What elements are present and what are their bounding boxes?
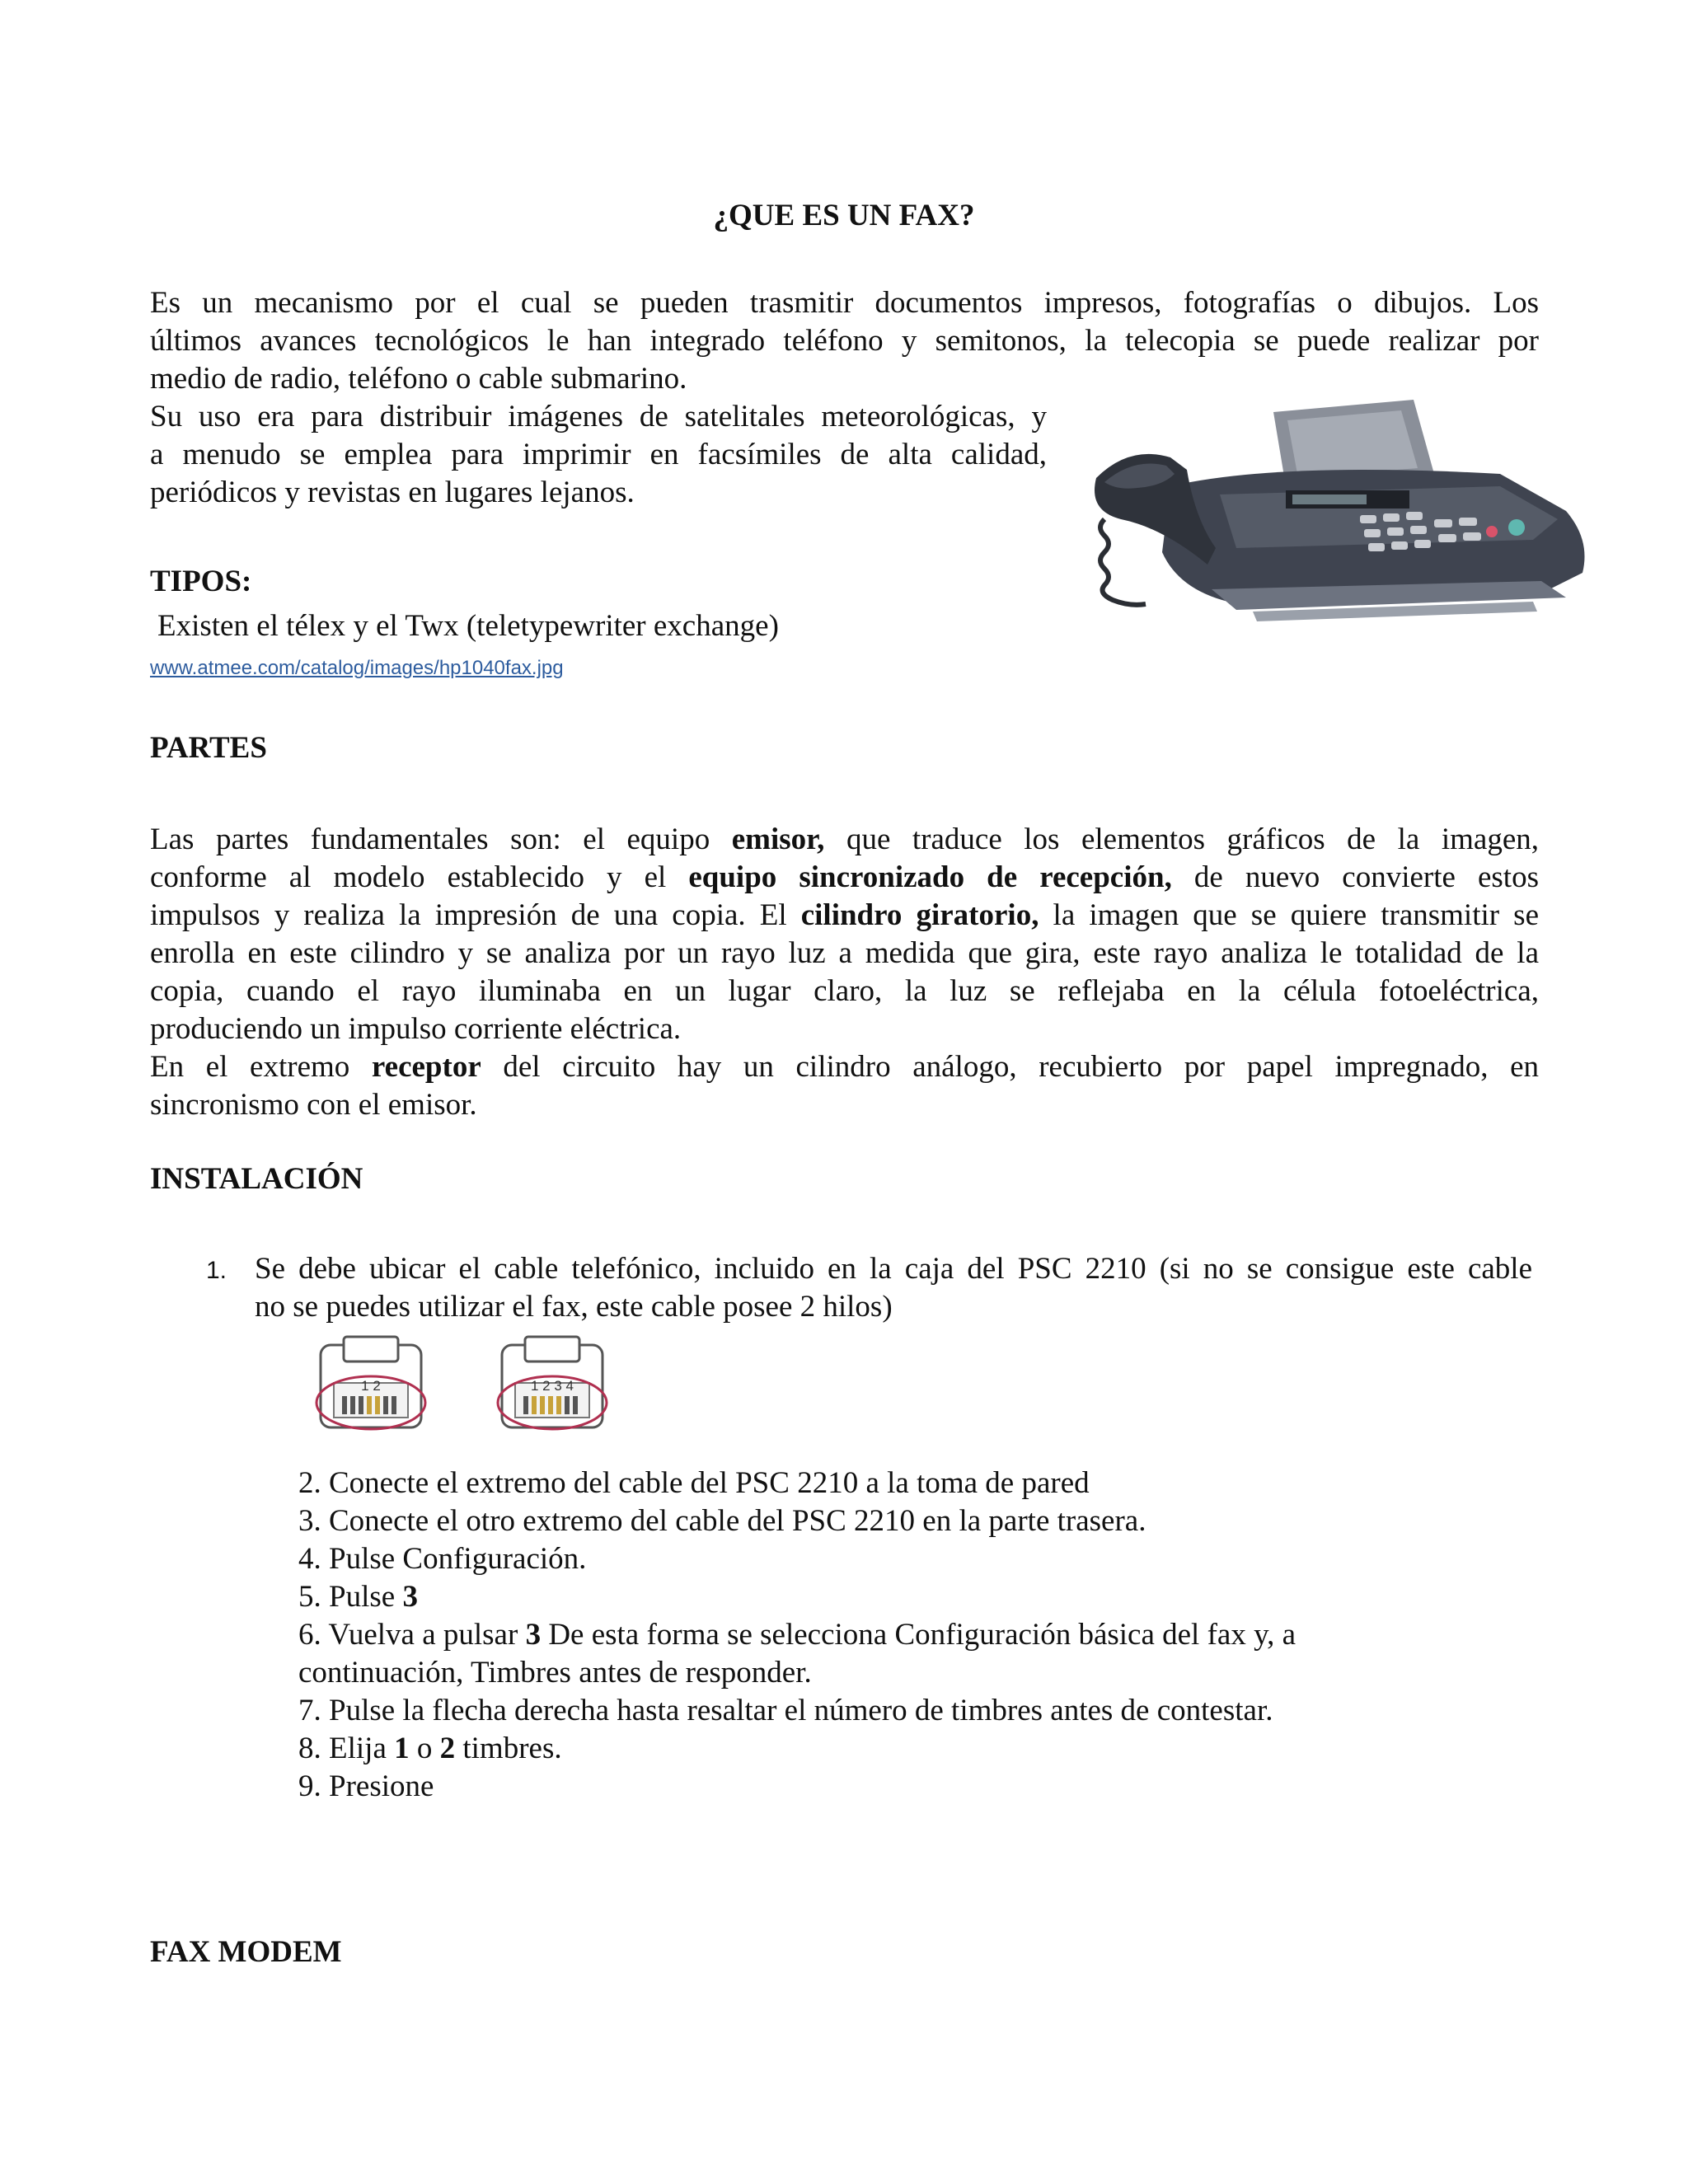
intro-line-5: a menudo se emplea para imprimir en facsímiles de alta calidad,	[150, 438, 1047, 471]
connector-4-wire	[490, 1335, 614, 1438]
step-6-line-1: 6. Vuelva a pulsar 3 De esta forma se selecciona Configuración básica del fax y, a	[298, 1618, 1296, 1652]
step-5: 5. Pulse 3	[298, 1580, 418, 1614]
tipos-text: Existen el télex y el Twx (teletypewriter exchange)	[157, 609, 779, 643]
intro-line-3: medio de radio, teléfono o cable submarino.	[150, 362, 687, 396]
step-6-line-2: continuación, Timbres antes de responder.	[298, 1656, 812, 1690]
intro-line-2: últimos avances tecnológicos le han integrado teléfono y semitonos, la telecopia se puede realizar por	[150, 324, 1539, 358]
step-8: 8. Elija 1 o 2 timbres.	[298, 1732, 562, 1765]
partes-line-7: En el extremo receptor del circuito hay un cilindro análogo, recubierto por papel impregnado, en	[150, 1050, 1540, 1084]
step-1-number: 1.	[206, 1257, 227, 1284]
tipos-heading: TIPOS:	[150, 565, 252, 598]
partes-line-8: sincronismo con el emisor.	[150, 1088, 477, 1122]
step-9: 9. Presione	[298, 1769, 434, 1803]
step-1-line-2: no se puedes utilizar el fax, este cable posee 2 hilos)	[255, 1290, 893, 1324]
intro-line-4: Su uso era para distribuir imágenes de satelitales meteorológicas, y	[150, 400, 1047, 434]
page-title: ¿QUE ES UN FAX?	[713, 199, 975, 232]
partes-line-5: copia, cuando el rayo iluminaba en un lugar claro, la luz se reflejaba en la célula fotoeléctrica,	[150, 974, 1539, 1008]
intro-line-6: periódicos y revistas en lugares lejanos.	[150, 476, 635, 509]
instalacion-heading: INSTALACIÓN	[150, 1162, 363, 1196]
step-3: 3. Conecte el otro extremo del cable del PSC 2210 en la parte trasera.	[298, 1504, 1146, 1538]
step-4: 4. Pulse Configuración.	[298, 1542, 587, 1576]
partes-line-2: conforme al modelo establecido y el equipo sincronizado de recepción, de nuevo convierte estos	[150, 860, 1539, 894]
connector-1-pin-label: 1 2	[361, 1378, 381, 1394]
partes-heading: PARTES	[150, 731, 267, 765]
connector-2-wire	[309, 1335, 433, 1438]
intro-line-1: Es un mecanismo por el cual se pueden trasmitir documentos impresos, fotografías o dibujos. Los	[150, 286, 1539, 320]
fax-machine-image	[1071, 396, 1599, 643]
image-source-link[interactable]: www.atmee.com/catalog/images/hp1040fax.jpg	[150, 657, 564, 679]
step-1-line-1: Se debe ubicar el cable telefónico, incluido en la caja del PSC 2210 (si no se consigue este cable	[255, 1252, 1532, 1286]
partes-line-3: impulsos y realiza la impresión de una copia. El cilindro giratorio, la imagen que se quiere transmitir se	[150, 898, 1539, 932]
step-7: 7. Pulse la flecha derecha hasta resaltar el número de timbres antes de contestar.	[298, 1694, 1273, 1727]
fax-modem-heading: FAX MODEM	[150, 1935, 342, 1969]
connector-2-pin-label: 1 2 3 4	[531, 1378, 574, 1394]
partes-line-4: enrolla en este cilindro y se analiza por un rayo luz a medida que gira, este rayo analiza le totalidad de la	[150, 936, 1539, 970]
partes-line-6: produciendo un impulso corriente eléctrica.	[150, 1012, 682, 1046]
partes-line-1: Las partes fundamentales son: el equipo emisor, que traduce los elementos gráficos de la imagen,	[150, 823, 1539, 856]
step-2: 2. Conecte el extremo del cable del PSC 2210 a la toma de pared	[298, 1466, 1090, 1500]
